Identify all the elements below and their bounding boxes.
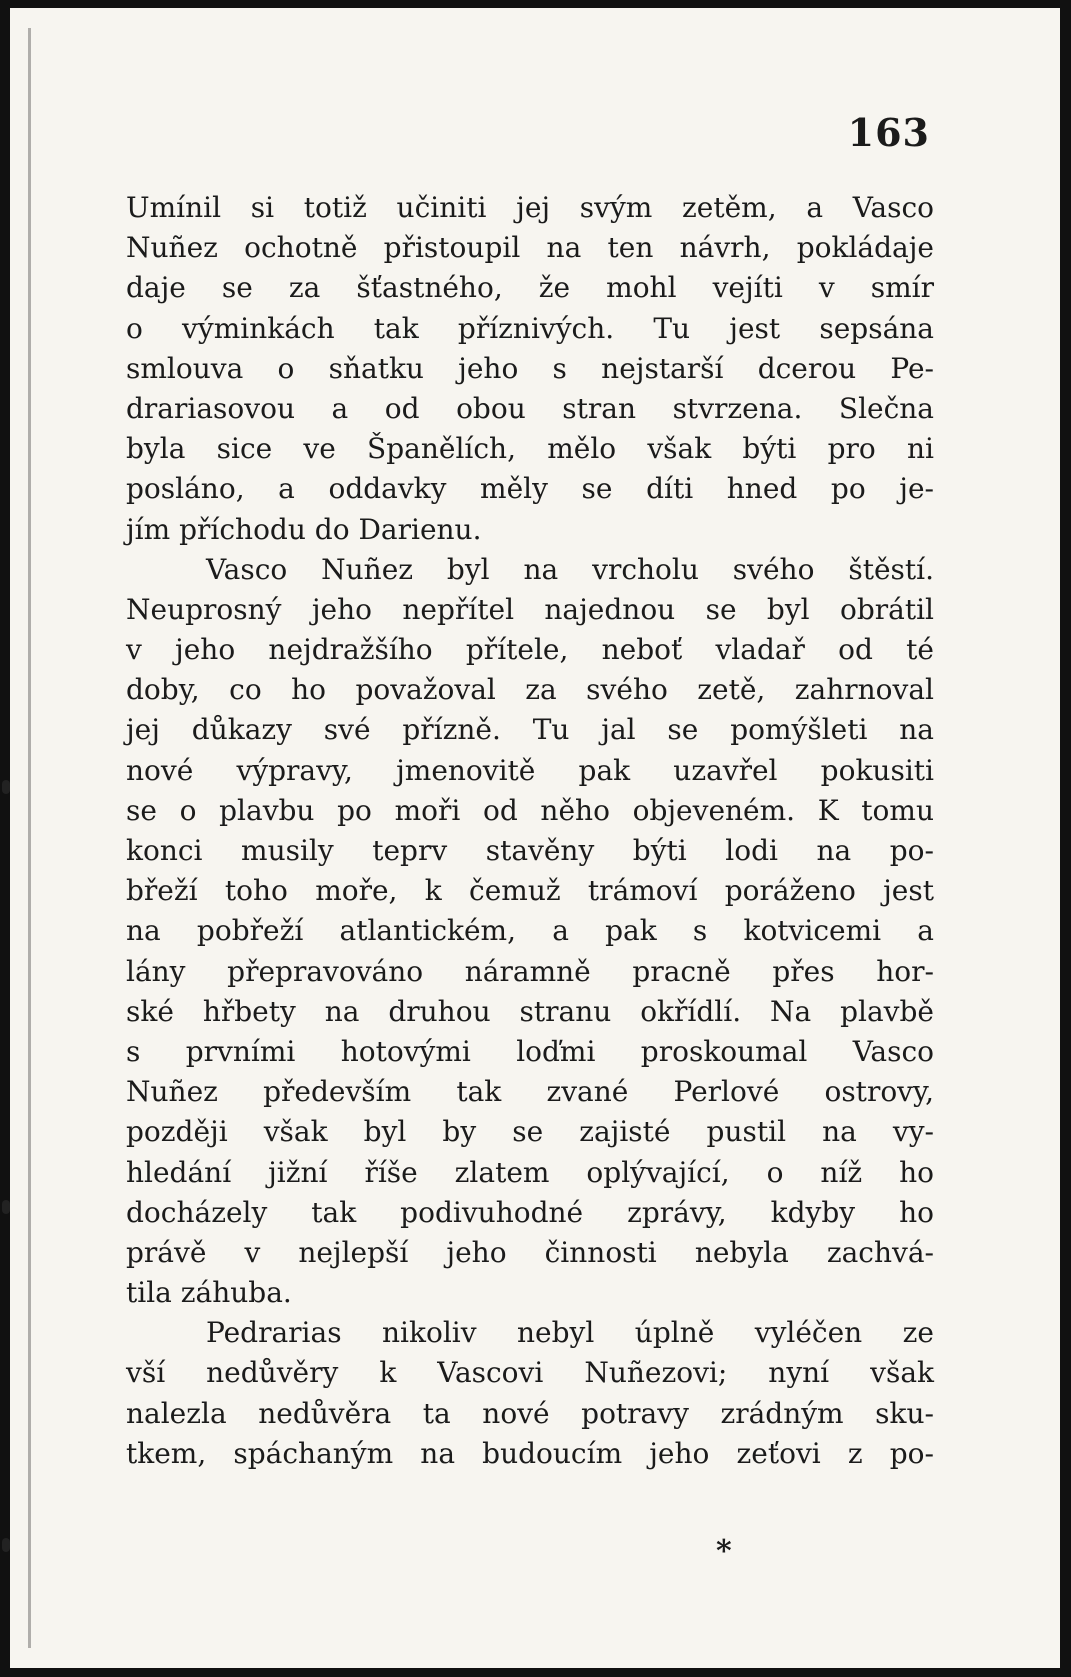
text-line: jej důkazy své přízně. Tu jal se pomýšleti na — [126, 713, 934, 747]
text-line: Neuprosný jeho nepřítel najednou se byl obrátil — [126, 592, 934, 626]
footnote-asterisk: * — [716, 1534, 732, 1569]
text-line: o výminkách tak příznivých. Tu jest sepsána — [126, 311, 934, 345]
text-line: právě v nejlepší jeho činnosti nebyla zachvá- — [126, 1235, 934, 1269]
text-line: daje se za šťastného, že mohl vejíti v smír — [126, 271, 934, 305]
body-text — [126, 188, 934, 1474]
text-line: byla sice ve Španělích, mělo však býti pro ni — [126, 432, 934, 466]
text-line: ské hřbety na druhou stranu okřídlí. Na plavbě — [126, 994, 934, 1028]
text-line: Nuñez ochotně přistoupil na ten návrh, pokládaje — [126, 231, 934, 265]
text-line: nalezla nedůvěra ta nové potravy zrádným sku- — [126, 1396, 934, 1430]
text-line: konci musily teprv stavěny býti lodi na po- — [126, 834, 934, 867]
text-line: se o plavbu po moři od něho objeveném. K tomu — [126, 793, 934, 827]
text-line: drariasovou a od obou stran stvrzena. Slečna — [126, 391, 934, 425]
paragraph-2 — [126, 550, 934, 1314]
text-line: v jeho nejdražšího přítele, neboť vladař od té — [126, 633, 934, 667]
text-line: doby, co ho považoval za svého zetě, zahrnoval — [126, 673, 934, 707]
text-line: vší nedůvěry k Vascovi Nuñezovi; nyní však — [126, 1356, 934, 1390]
text-line: jím příchodu do Darienu. — [126, 512, 482, 546]
text-line: s prvními hotovými loďmi proskoumal Vasco — [126, 1034, 934, 1068]
book-page — [10, 8, 1060, 1668]
text-line: smlouva o sňatku jeho s nejstarší dcerou Pe- — [126, 351, 934, 385]
text-line: břeží toho moře, k čemuž trámoví poráženo jest — [126, 874, 934, 908]
text-line: docházely tak podivuhodné zprávy, kdyby ho — [126, 1195, 934, 1229]
scan-artifact — [2, 1200, 10, 1214]
page-number: 163 — [847, 110, 930, 155]
text-line: Pedrarias nikoliv nebyl úplně vyléčen ze — [206, 1316, 934, 1350]
text-line: Umínil si totiž učiniti jej svým zetěm, a Vasco — [126, 191, 934, 224]
scan-artifact — [2, 1538, 10, 1552]
paragraph-1 — [126, 188, 934, 550]
scan-artifact — [2, 780, 10, 794]
text-line: nové výpravy, jmenovitě pak uzavřel pokusiti — [126, 753, 934, 787]
text-line: tkem, spáchaným na budoucím jeho zeťovi z po- — [126, 1436, 934, 1470]
text-line: posláno, a oddavky měly se díti hned po je- — [126, 472, 934, 506]
text-line: na pobřeží atlantickém, a pak s kotvicemi a — [126, 914, 934, 948]
paragraph-3 — [126, 1313, 934, 1474]
text-line: lány přepravováno náramně pracně přes hor- — [126, 954, 934, 988]
text-line: Vasco Nuñez byl na vrcholu svého štěstí. — [206, 552, 934, 586]
text-line: tila záhuba. — [126, 1276, 292, 1310]
text-line: hledání jižní říše zlatem oplývající, o níž ho — [126, 1155, 934, 1189]
text-line: Nuñez především tak zvané Perlové ostrovy, — [126, 1075, 934, 1109]
page-edge-shadow — [28, 28, 31, 1648]
text-line: později však byl by se zajisté pustil na vy- — [126, 1115, 934, 1149]
